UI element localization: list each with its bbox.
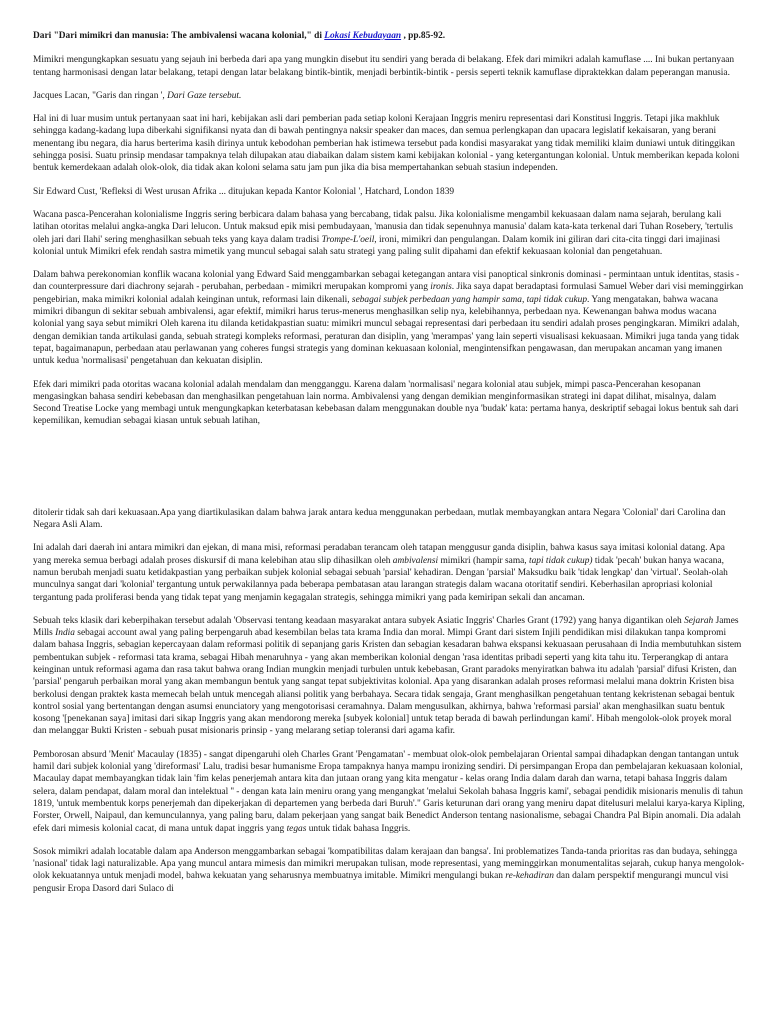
- epigraph-paragraph: Mimikri mengungkapkan sesuatu yang sejauh ini berbeda dari apa yang mungkin disebut itu sendiri yang berada di belakang. Efek dari mimikri adalah kamuflase .... Ini bukan pertanyaan tentang harmonisasi dengan latar belakang, tetapi dengan latar belakang bintik-bintik, menjadi berbintik-bintik - persis seperti teknik kamuflase dipraktekkan dalam peperangan manusia.: [33, 55, 735, 78]
- document-page: [33, 30, 745, 906]
- body-paragraph-6: Sebuah teks klasik dari keberpihakan tersebut adalah 'Observasi tentang keadaan masyarakat antara subyek Asiatic Inggris' Charles Grant (1792) yang hanya digantikan oleh Sejarah James Mills India sebagai account awal yang paling berpengaruh abad kesembilan belas tata krama India dan moral. Mimpi Grant dari sistem Injili pendidikan misi dilakukan tanpa kompromi dalam bahasa Inggris, sebagian kepercayaan dalam reformasi politik di sepanjang garis Kristen dan sebagian kesadaran bahwa ekspansi kekuasaan perusahaan di India membutuhkan sistem pembentukan subjek - reformasi tata krama, sebagai Hibah menaruhnya - yang akan memberikan kolonial dengan 'rasa identitas pribadi seperti yang kita tahu itu. Terperangkap di antara keinginan untuk reformasi agama dan rasa takut bahwa orang Indian mungkin menjadi turbulen untuk kebebasan, Grant paradoks menyiratkan bahwa itu adalah 'parsial' difusi Kristen, dan 'parsial' pengaruh perbaikan moral yang akan membangun bentuk yang sangat tepat subjektivitas kolonial. Apa yang disarankan adalah proses reformasi melalui mana doktrin Kristen bisa berkolusi dengan praktek kasta memecah belah untuk mencegah aliansi politik yang berbahaya. Secara tidak sengaja, Grant menghasilkan pengetahuan tentang kekristenan sebagai bentuk kontrol sosial yang bertentangan dengan asumsi enunciatory yang mengotorisasi ceramahnya. Dalam mengusulkan, akhirnya, bahwa 'reformasi parsial' akan menghasilkan suatu bentuk kosong '[penekanan saya] imitasi dari sikap Inggris yang akan mendorong mereka [subyek kolonial] untuk tetap berada di bawah perlindungan kami'. Hibah mengolok-olok proyek moral dan melanggar Bukti Kristen - sebuah pusat misionaris prinsip - yang melarang setiap toleransi dari agama kafir.: [33, 615, 742, 737]
- epigraph-citation: Jacques Lacan, "Garis dan ringan ', Dari Gaze tersebut.: [33, 90, 242, 101]
- second-epigraph-citation: Sir Edward Cust, 'Refleksi di West urusan Afrika ... ditujukan kepada Kantor Kolonial ', Hatchard, London 1839: [33, 186, 455, 197]
- body-paragraph-3: Efek dari mimikri pada otoritas wacana kolonial adalah mendalam dan mengganggu. Karena dalam 'normalisasi' negara kolonial atau subjek, mimpi pasca-Pencerahan kesopanan mengasingkan bahasa sendiri kebebasan dan menghasilkan pengetahuan lain norma. Ambivalensi yang dengan demikian menginformasikan strategi ini dapat dilihat, misalnya, dalam Second Treatise Locke yang membagi untuk mengungkapkan keterbatasan kebebasan dalam menggunakan double nya 'budak' kata: pertama hanya, deskriptif sebagai lokus bentuk sah dari kepemilikan, kemudian sebagai kiasan untuk sebuah latihan,: [33, 379, 739, 427]
- body-paragraph-8: Sosok mimikri adalah locatable dalam apa Anderson menggambarkan sebagai 'kompatibilitas dalam kerajaan dan bangsa'. Ini problematizes Tanda-tanda prioritas ras dan budaya, sehingga 'nasional' tidak lagi naturalizable. Apa yang muncul antara mimesis dan mimikri merupakan tulisan, mode representasi, yang meminggirkan monumentalitas sejarah, cukup hanya mengolok-olok kekuatannya untuk menjadi model, bahwa kekuatan yang seharusnya membuatnya imitable. Mimikri mengulangi bukan re-kehadiran dan dalam perspektif mengurangi muncul visi pengusir Eropa Dasord dari Sulaco di: [33, 846, 745, 894]
- body-paragraph-5: Ini adalah dari daerah ini antara mimikri dan ejekan, di mana misi, reformasi peradaban terancam oleh tatapan menggusur ganda disiplin, bahwa kasus saya imitasi kolonial datang. Apa yang mereka semua berbagi adalah proses diskursif di mana kelebihan atau slip dihasilkan oleh ambivalensi mimikri (hampir sama, tapi tidak cukup) tidak 'pecah' bukan hanya wacana, namun berubah menjadi suatu ketidakpastian yang perbaikan subjek kolonial sebagai sebuah 'parsial' kehadiran. Dengan 'parsial' Maksudku baik 'tidak lengkap' dan 'virtual'. Seolah-olah munculnya sangat dari 'kolonial' tergantung untuk perwakilannya pada beberapa pembatasan atau larangan strategis dalam wacana otoritatif sendiri. Keberhasilan apropriasi kolonial tergantung pada proliferasi benda yang tidak tepat yang menjamin kegagalan strategis, sehingga mimikri yang pada kemiripan sekali dan ancaman.: [33, 543, 728, 603]
- body-paragraph-1: Wacana pasca-Pencerahan kolonialisme Inggris sering berbicara dalam bahasa yang bercabang, tidak palsu. Jika kolonialisme mengambil kekuasaan dalam nama sejarah, berulang kali latihan otoritas melalui angka-angka Dari lelucon. Untuk maksud epik misi pembudayaan, 'manusia dan tidak sepenuhnya manusia' dalam kata-kata terkenal dari Tuhan Rosebery, 'tertulis oleh jari dari Ilahi' sering menghasilkan sebuah teks yang kaya dalam tradisi Trompe-L'oeil, ironi, mimikri dan pengulangan. Dalam komik ini giliran dari cita-cita tinggi dari imajinasi kolonial untuk Mimikri efek rendah sastra mimetik yang muncul sebagai salah satu strategi yang paling sulit dipahami dan efektif kekuasaan kolonial dan pengetahuan.: [33, 209, 733, 257]
- document-title: Dari "Dari mimikri dan manusia: The ambivalensi wacana kolonial," di Lokasi Kebudayaan , pp.85-92.: [33, 31, 446, 41]
- body-paragraph-2: Dalam bahwa perekonomian konflik wacana kolonial yang Edward Said menggambarkan sebagai ketegangan antara visi panoptical sinkronis dominasi - permintaan untuk identitas, stasis - dan counterpressure dari diachrony sejarah - perubahan, perbedaan - mimikri merupakan kompromi yang ironis. Jika saya dapat beradaptasi formulasi Samuel Weber dari visi meminggirkan pengebirian, maka mimikri kolonial adalah keinginan untuk, reformasi lain dikenali, sebagai subjek perbedaan yang hampir sama, tapi tidak cukup. Yang mengatakan, bahwa wacana mimikri dibangun di sekitar sebuah ambivalensi, agar efektif, mimikri harus terus-menerus menghasilkan selip nya, kelebihannya, perbedaan nya. Kewenangan bahwa modus wacana kolonial yang saya sebut mimikri Oleh karena itu dilanda ketidakpastian suatu: mimikri muncul sebagai representasi dari perbedaan itu sendiri adalah proses pengingkaran. Mimikri adalah, dengan demikian tanda artikulasi ganda, sebuah strategi kompleks reformasi, peraturan dan disiplin, yang 'merampas' yang lain seperti visualisasi kekuasaan. Mimikri juga tanda yang tidak tepat, bagaimanapun, perbedaan atau perlawanan yang coheres fungsi strategis yang dominan kekuasaan kolonial, mengintensifkan pengawasan, dan merupakan ancaman yang imanen untuk kedua 'normalisasi' pengetahuan dan kekuatan disiplin.: [33, 270, 744, 367]
- second-epigraph-paragraph: Hal ini di luar musim untuk pertanyaan saat ini hari, kebijakan asli dari pemberian pada setiap koloni Kerajaan Inggris meniru representasi dari Konstitusi Inggris. Tetapi jika makhluk sehingga kadang-kadang lupa diberkahi signifikansi nyata dan di bawah pentingnya naksir speaker dan maces, dan semua perlengkapan dan upacara legislatif kekaisaran, yang berani menentang ibu negara, dia harus berterima kasih dirinya untuk kebodohan pemberian hak istimewa tersebut pada kondisi masyarakat yang tidak memiliki klaim duniawi untuk ditinggikan sehingga posisi. Suatu prinsip mendasar tampaknya telah dilupakan atau diabaikan dalam sistem kami kebijakan kolonial - yang ketergantungan kolonial. Untuk memberikan kepada koloni bentuk kemerdekaan adalah olok-olok, dia tidak akan koloni selama satu jam pun jika dia bisa mempertahankan sebuah stasiun independen.: [33, 114, 740, 174]
- body-paragraph-4: ditolerir tidak sah dari kekuasaan.Apa yang diartikulasikan dalam bahwa jarak antara kedua menggunakan perbedaan, mutlak membayangkan antara Negara 'Colonial' dari Carolina dan Negara Asli Alam.: [33, 507, 726, 531]
- page-break-gap: [33, 439, 745, 507]
- body-paragraph-7: Pemborosan absurd 'Menit' Macaulay (1835) - sangat dipengaruhi oleh Charles Grant 'Pengamatan' - membuat olok-olok pembelajaran Oriental sampai dihadapkan dengan tantangan untuk hamil dari subjek kolonial yang 'direformasi' Lalu, tradisi besar humanisme Eropa tampaknya hanya mampu ironizing sendiri. Di persimpangan Eropa dan pembelajaran kekuasaan kolonial, Macaulay dapat membayangkan tidak lain 'fim kelas penerjemah antara kita dan jutaan orang yang kita mengatur - kelas orang India dalam darah dan warna, tetapi bahasa Inggris dalam selera, dalam pendapat, dalam moral dan intelektual '' - dengan kata lain meniru orang yang mengangkat 'melalui Sekolah bahasa Inggris kami', sebagai pendidik misionaris menulis di tahun 1819, 'untuk membentuk korps penerjemah dan dipekerjakan di departemen yang berbeda dari Buruh'." Garis keturunan dari orang yang meniru dapat ditelusuri melalui karya-karya Kipling, Forster, Orwell, Naipaul, dan kemunculannya, yang paling baru, dalam pekerjaan yang sangat baik Benedict Anderson tentang nasionalisme, sebagai Chandra Pal Bipin anomali. Dia adalah efek dari mimesis kolonial cacat, di mana untuk dapat inggris yang tegas untuk tidak bahasa Inggris.: [33, 749, 745, 834]
- lokasi-kebudayaan-link[interactable]: Lokasi Kebudayaan: [324, 31, 402, 41]
